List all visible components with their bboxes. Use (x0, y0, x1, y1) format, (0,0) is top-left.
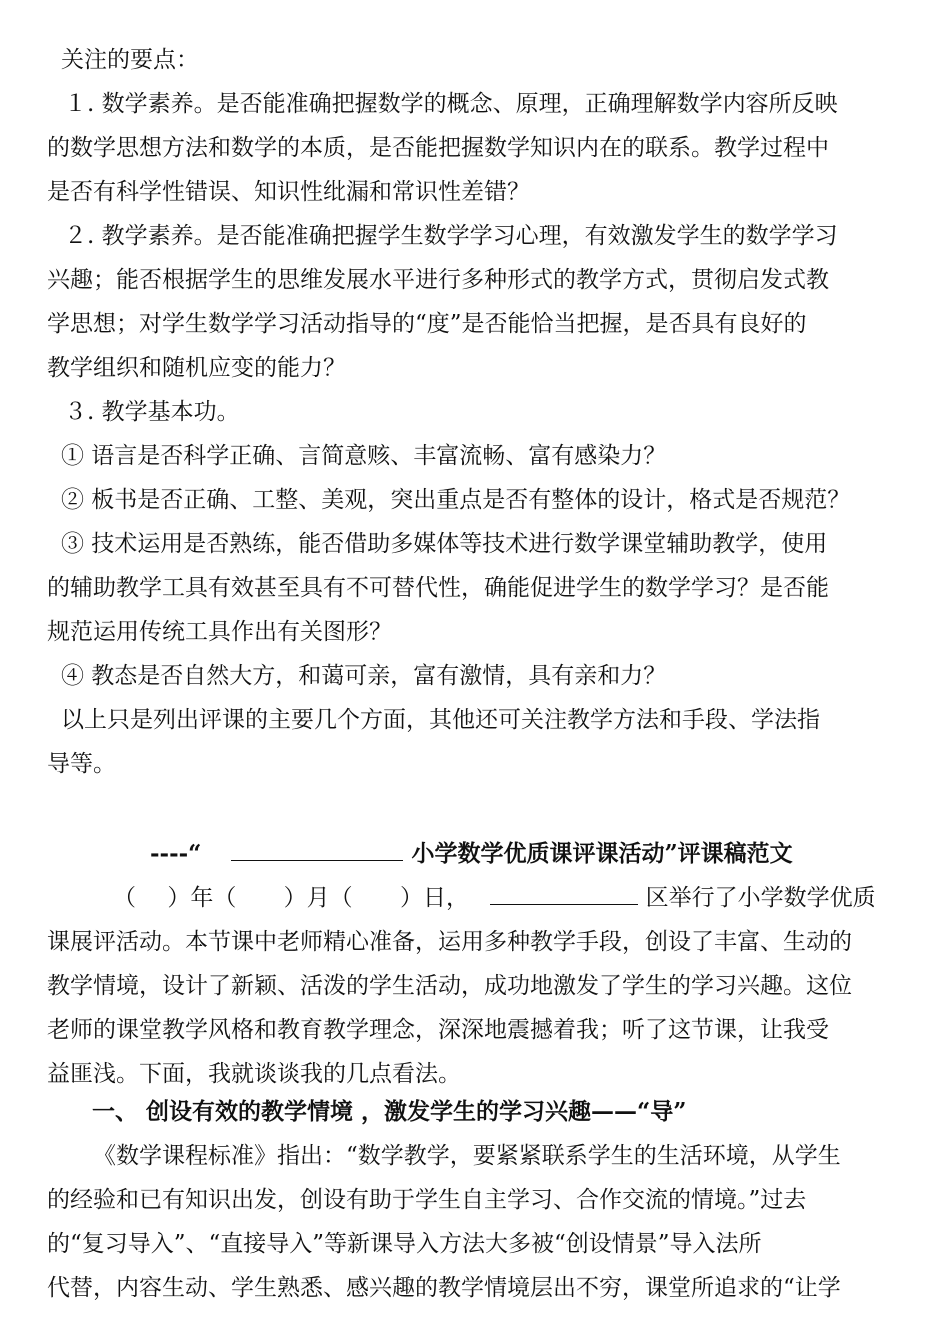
section1-line: 《数学课程标准》指出：“数学教学，要紧紧联系学生的生活环境，从学生 (93, 1143, 841, 1169)
sub2-text: ② 板书是否正确、工整、美观，突出重点是否有整体的设计，格式是否规范？ (61, 487, 851, 513)
item1-line: 的数学思想方法和数学的本质，是否能把握数学知识内在的联系。教学过程中 (47, 135, 829, 161)
sub1-text: ① 语言是否科学正确、言简意赅、丰富流畅、富有感染力？ (61, 443, 667, 469)
sub3-line: ③ 技术运用是否熟练，能否借助多媒体等技术进行数学课堂辅助教学，使用 (61, 531, 828, 557)
sub4-text: ④ 教态是否自然大方，和蔼可亲，富有激情，具有亲和力？ (61, 663, 667, 689)
day-label: ）日， (399, 885, 469, 911)
intro-line: 课展评活动。本节课中老师精心准备，运用多种教学手段，创设了丰富、生动的 (47, 929, 852, 955)
section1-line: 代替，内容生动、学生熟悉、感兴趣的教学情境层出不穷，课堂所追求的“让学 (47, 1275, 841, 1301)
item-math-literacy (47, 82, 905, 214)
item2-line: 兴趣；能否根据学生的思维发展水平进行多种形式的教学方式，贯彻启发式教 (47, 267, 829, 293)
summary-paragraph (47, 698, 905, 786)
sub-item-blackboard (47, 478, 905, 522)
item2-line: ２. 教学素养。是否能准确把握学生数学学习心理，有效激发学生的数学学习 (64, 223, 838, 249)
intro-first-line (47, 876, 905, 920)
item1-line: １. 数学素养。是否能准确把握数学的概念、原理，正确理解数学内容所反映 (64, 91, 838, 117)
district-blank (490, 882, 638, 905)
focus-points-heading (47, 38, 905, 82)
item-basic-skills (47, 390, 905, 434)
title-prefix: ----“ (150, 840, 202, 867)
section1-heading: 一、 创设有效的教学情境 ，激发学生的学习兴趣——“导” (92, 1098, 687, 1125)
month-label: ）月（ (283, 885, 353, 911)
intro-line: 教学情境，设计了新颖、活泼的学生活动，成功地激发了学生的学习兴趣。这位 (47, 973, 852, 999)
item2-line: 教学组织和随机应变的能力？ (47, 355, 346, 381)
intro-line: 老师的课堂教学风格和教育教学理念，深深地震撼着我；听了这节课，让我受 (47, 1017, 829, 1043)
section1-body (47, 1134, 905, 1310)
item2-line: 学思想；对学生数学学习活动指导的“度”是否能恰当把握，是否具有良好的 (47, 311, 807, 337)
heading-text: 关注的要点： (61, 47, 199, 73)
year-open: （ (113, 885, 136, 911)
item-teaching-literacy (47, 214, 905, 390)
title-suffix: 小学数学优质课评课活动”评课稿范文 (411, 840, 793, 867)
item3-heading: ３. 教学基本功。 (64, 399, 240, 425)
essay-title (0, 832, 950, 876)
intro-rest: 区举行了小学数学优质 (645, 885, 876, 911)
sub3-line: 的辅助教学工具有效甚至具有不可替代性，确能促进学生的数学学习？是否能 (47, 575, 829, 601)
summary-line: 导等。 (47, 751, 116, 777)
sub3-line: 规范运用传统工具作出有关图形？ (47, 619, 392, 645)
sub-item-language (47, 434, 905, 478)
section1-line: 的“复习导入”、“直接导入”等新课导入方法大多被“创设情景”导入法所 (47, 1231, 762, 1257)
title-blank (231, 838, 403, 861)
item1-line: 是否有科学性错误、知识性纰漏和常识性差错？ (47, 179, 530, 205)
year-label: ）年（ (167, 885, 237, 911)
summary-line: 以上只是列出评课的主要几个方面，其他还可关注教学方法和手段、学法指 (61, 707, 820, 733)
intro-paragraph (47, 876, 905, 1096)
section1-line: 的经验和已有知识出发，创设有助于学生自主学习、合作交流的情境。”过去 (47, 1187, 807, 1213)
intro-line: 益匪浅。下面，我就谈谈我的几点看法。 (47, 1061, 461, 1087)
sub-item-demeanor (47, 654, 905, 698)
sub-item-technology (47, 522, 905, 654)
